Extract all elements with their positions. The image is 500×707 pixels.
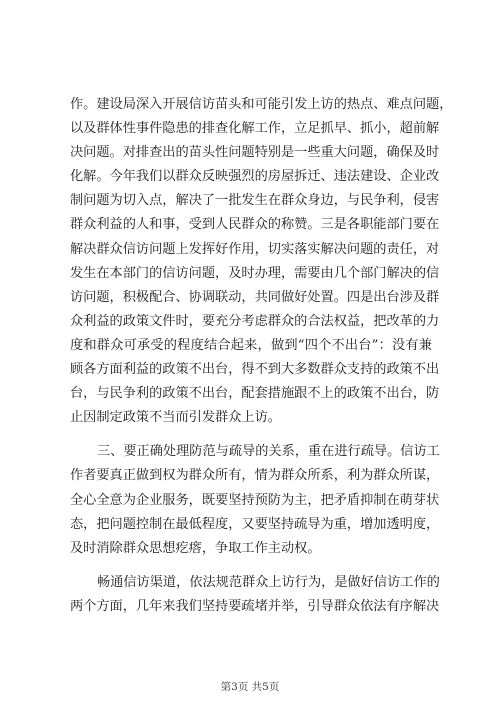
text-line: 众利益的政策文件时，要充分考虑群众的合法权益，把改革的力: [70, 313, 440, 329]
text-line: 态，把问题控制在最低程度，又要坚持疏导为重，增加透明度，: [70, 516, 440, 532]
text-line: 制问题为切入点，解决了一批发生在群众身边，与民争利，侵害: [70, 193, 440, 209]
page-number-footer: 第3页 共5页: [220, 681, 280, 693]
text-line: 三、要正确处理防范与疏导的关系，重在进行疏导。信访工: [97, 444, 440, 460]
text-line: 及时消除群众思想疙瘩，争取工作主动权。: [70, 540, 321, 556]
text-line: 化解。今年我们以群众反映强烈的房屋拆迁、违法建设、企业改: [70, 169, 440, 185]
text-line: 解决群众信访问题上发挥好作用，切实落实解决问题的责任，对: [70, 241, 440, 257]
paragraph-1: [70, 93, 453, 430]
text-line: 以及群体性事件隐患的排查化解工作，立足抓早、抓小，超前解: [70, 121, 440, 137]
text-line: 台，与民争利的政策不出台，配套措施跟不上的政策不出台，防: [70, 386, 440, 402]
text-line: 作。建设局深入开展信访苗头和可能引发上访的热点、难点问题，: [70, 97, 453, 112]
text-line: 两个方面，几年来我们坚持要疏堵并举，引导群众依法有序解决: [70, 598, 440, 614]
document-body: [70, 93, 453, 619]
text-line: 发生在本部门的信访问题，及时办理，需要由几个部门解决的信: [70, 265, 440, 281]
text-line: 决问题。对排查出的苗头性问题特别是一些重大问题，确保及时: [70, 145, 440, 161]
text-line: 度和群众可承受的程度结合起来，做到“四个不出台”：没有兼: [70, 337, 432, 353]
paragraph-gap: [70, 430, 432, 440]
text-line: 访问题，积极配合、协调联动，共同做好处置。四是出台涉及群: [70, 289, 440, 305]
text-line: 群众利益的人和事，受到人民群众的称赞。三是各职能部门要在: [70, 217, 440, 233]
text-line: 全心全意为企业服务，既要坚持预防为主，把矛盾抑制在萌芽状: [70, 492, 440, 508]
paragraph-2: [70, 440, 440, 560]
text-line: 顾各方面利益的政策不出台，得不到大多数群众支持的政策不出: [70, 362, 440, 378]
paragraph-gap: [70, 561, 432, 571]
paragraph-3: [70, 571, 440, 619]
text-line: 畅通信访渠道，依法规范群众上访行为，是做好信访工作的: [97, 574, 440, 590]
text-line: 止因制定政策不当而引发群众上访。: [70, 410, 281, 426]
text-line: 作者要真正做到权为群众所有，情为群众所系，利为群众所谋，: [70, 468, 440, 484]
